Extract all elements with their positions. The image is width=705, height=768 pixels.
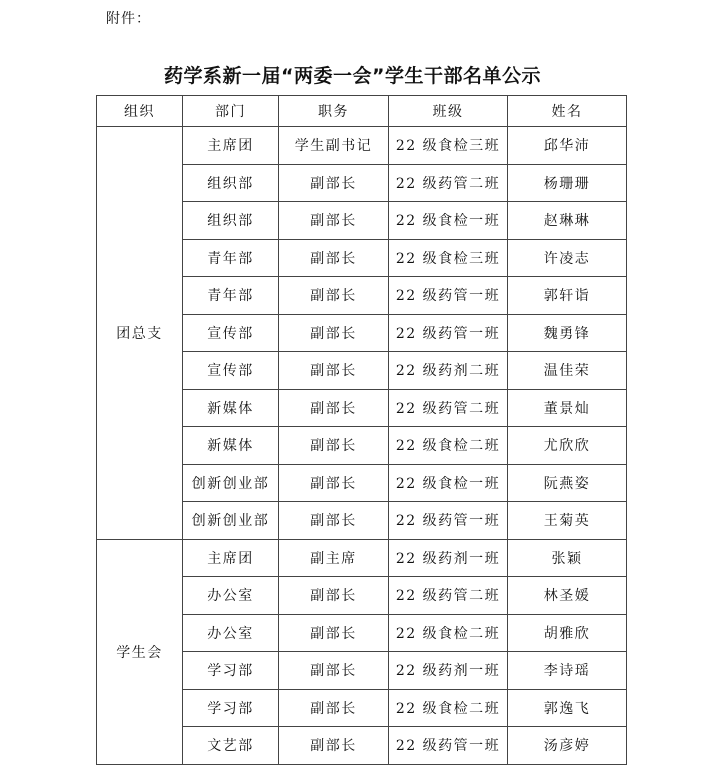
header-position: 职务 (279, 96, 389, 127)
name-cell: 汤彦婷 (508, 727, 627, 765)
dept-cell: 青年部 (183, 277, 279, 315)
table-row (97, 127, 627, 165)
position-cell: 副部长 (279, 652, 389, 690)
name-cell: 王菊英 (508, 502, 627, 540)
roster-table (96, 95, 627, 765)
position-cell: 副部长 (279, 427, 389, 465)
header-org: 组织 (97, 96, 183, 127)
dept-cell: 宣传部 (183, 314, 279, 352)
dept-cell: 学习部 (183, 652, 279, 690)
class-cell: 22 级药剂一班 (389, 652, 508, 690)
position-cell: 副部长 (279, 689, 389, 727)
position-cell: 副部长 (279, 277, 389, 315)
position-cell: 学生副书记 (279, 127, 389, 165)
class-cell: 22 级药管二班 (389, 577, 508, 615)
header-dept: 部门 (183, 96, 279, 127)
class-cell: 22 级食检二班 (389, 614, 508, 652)
dept-cell: 青年部 (183, 239, 279, 277)
name-cell: 胡雅欣 (508, 614, 627, 652)
name-cell: 赵琳琳 (508, 202, 627, 240)
name-cell: 董景灿 (508, 389, 627, 427)
name-cell: 郭逸飞 (508, 689, 627, 727)
class-cell: 22 级药剂二班 (389, 352, 508, 390)
org-cell: 学生会 (97, 539, 183, 764)
position-cell: 副部长 (279, 164, 389, 202)
name-cell: 尤欣欣 (508, 427, 627, 465)
name-cell: 林圣媛 (508, 577, 627, 615)
class-cell: 22 级药管一班 (389, 314, 508, 352)
position-cell: 副部长 (279, 502, 389, 540)
class-cell: 22 级食检一班 (389, 464, 508, 502)
attachment-label: 附件： (106, 11, 151, 27)
class-cell: 22 级食检三班 (389, 127, 508, 165)
header-name: 姓名 (508, 96, 627, 127)
position-cell: 副主席 (279, 539, 389, 577)
class-cell: 22 级食检二班 (389, 689, 508, 727)
header-class: 班级 (389, 96, 508, 127)
position-cell: 副部长 (279, 614, 389, 652)
position-cell: 副部长 (279, 352, 389, 390)
dept-cell: 办公室 (183, 577, 279, 615)
name-cell: 温佳荣 (508, 352, 627, 390)
dept-cell: 新媒体 (183, 427, 279, 465)
dept-cell: 创新创业部 (183, 464, 279, 502)
dept-cell: 创新创业部 (183, 502, 279, 540)
dept-cell: 主席团 (183, 127, 279, 165)
header-row (97, 96, 627, 127)
dept-cell: 宣传部 (183, 352, 279, 390)
position-cell: 副部长 (279, 314, 389, 352)
class-cell: 22 级药剂一班 (389, 539, 508, 577)
position-cell: 副部长 (279, 202, 389, 240)
position-cell: 副部长 (279, 727, 389, 765)
name-cell: 张颖 (508, 539, 627, 577)
class-cell: 22 级药管二班 (389, 164, 508, 202)
dept-cell: 新媒体 (183, 389, 279, 427)
dept-cell: 文艺部 (183, 727, 279, 765)
name-cell: 邱华沛 (508, 127, 627, 165)
table-row (97, 539, 627, 577)
name-cell: 李诗瑶 (508, 652, 627, 690)
position-cell: 副部长 (279, 389, 389, 427)
org-cell: 团总支 (97, 127, 183, 540)
position-cell: 副部长 (279, 464, 389, 502)
position-cell: 副部长 (279, 577, 389, 615)
roster-body (97, 127, 627, 765)
name-cell: 阮燕姿 (508, 464, 627, 502)
class-cell: 22 级药管二班 (389, 389, 508, 427)
class-cell: 22 级药管一班 (389, 502, 508, 540)
page-title: 药学系新一届“两委一会”学生干部名单公示 (164, 65, 541, 87)
position-cell: 副部长 (279, 239, 389, 277)
class-cell: 22 级药管一班 (389, 727, 508, 765)
dept-cell: 办公室 (183, 614, 279, 652)
dept-cell: 组织部 (183, 202, 279, 240)
name-cell: 杨珊珊 (508, 164, 627, 202)
class-cell: 22 级食检二班 (389, 427, 508, 465)
name-cell: 许凌志 (508, 239, 627, 277)
name-cell: 郭轩诣 (508, 277, 627, 315)
class-cell: 22 级药管一班 (389, 277, 508, 315)
dept-cell: 组织部 (183, 164, 279, 202)
class-cell: 22 级食检一班 (389, 202, 508, 240)
dept-cell: 主席团 (183, 539, 279, 577)
name-cell: 魏勇锋 (508, 314, 627, 352)
dept-cell: 学习部 (183, 689, 279, 727)
class-cell: 22 级食检三班 (389, 239, 508, 277)
